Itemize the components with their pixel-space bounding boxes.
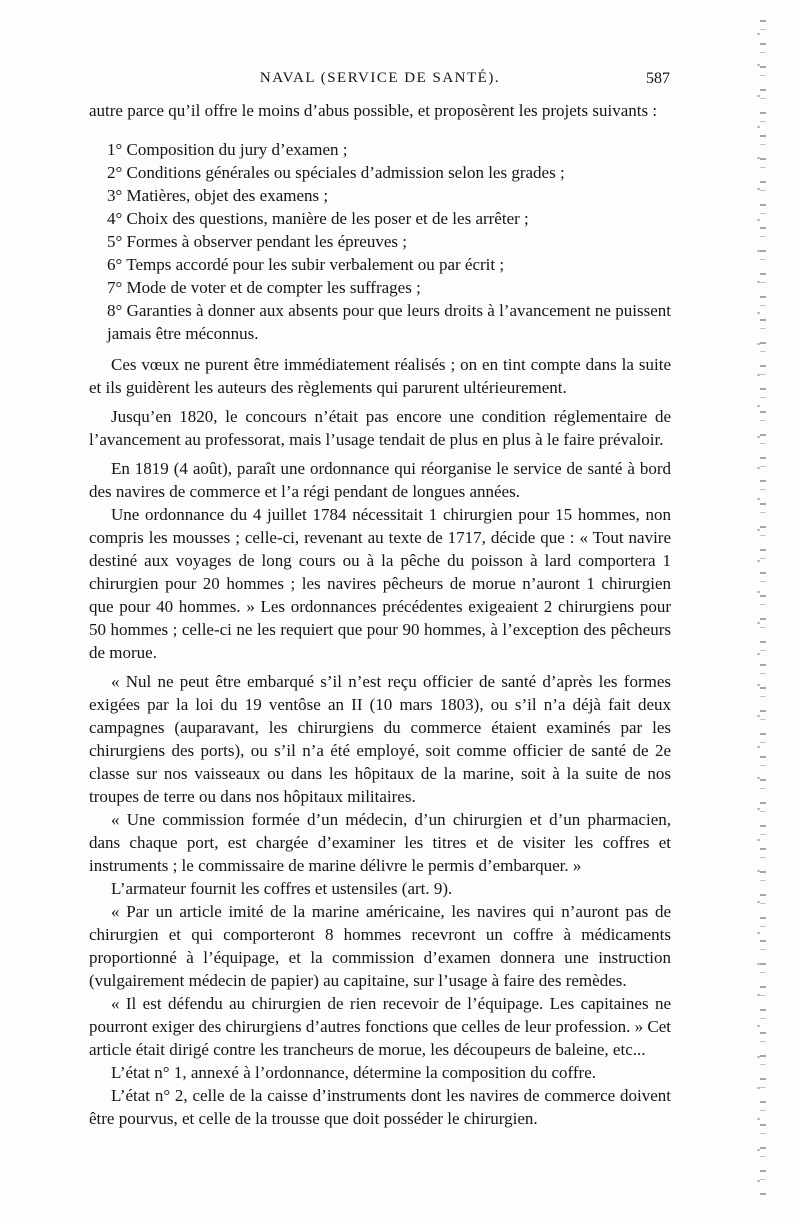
running-title: NAVAL (SERVICE DE SANTÉ). [259, 70, 501, 86]
paragraph: Ces vœux ne purent être immédiatement réalisés ; on en tint compte dans la suite et ils guidèrent les auteurs des règlements qui parurent ultérieurement. [89, 355, 671, 397]
list-item: 6° Temps accordé pour les subir verbalement ou par écrit ; [107, 255, 505, 274]
page-number: 587 [646, 70, 670, 87]
paragraph: « Par un article imité de la marine américaine, les navires qui n’auront pas de chirurgien et qui comporteront 8 hommes recevront un coffre à médicaments proportionné à l’équipage, et la commission d’examen donnera une instruction (vulgairement médecin de papier) au capitaine, sur l’usage à faire des remèdes. [89, 902, 671, 990]
paragraph: « Nul ne peut être embarqué s’il n’est reçu officier de santé d’après les formes exigées par la loi du 19 ventôse an II (10 mars 1803), ou s’il n’a déjà fait deux campagnes (auparavant, les chirurgiens du commerce étaient examinés par les chirurgiens des ports), ou s’il n’a été employé, soit comme officier de santé de 2e classe sur nos vaisseaux ou dans les hôpitaux de la marine, soit à la suite de nos troupes de terre ou dans nos hôpitaux militaires. [89, 672, 671, 806]
paragraph: En 1819 (4 août), paraît une ordonnance qui réorganise le service de santé à bord des navires de commerce et l’a régi pendant de longues années. [89, 459, 671, 501]
paragraph: Jusqu’en 1820, le concours n’était pas encore une condition réglementaire de l’avancement au professorat, mais l’usage tendait de plus en plus à le faire prévaloir. [89, 407, 671, 449]
paragraph: L’armateur fournit les coffres et ustensiles (art. 9). [111, 879, 453, 898]
paragraph: « Il est défendu au chirurgien de rien recevoir de l’équipage. Les capitaines ne pourront exiger des chirurgiens d’autres fonctions que celles de leur profession. » Cet article était dirigé contre les trancheurs de morue, les découpeurs de baleine, etc... [89, 994, 671, 1059]
paragraph-intro: autre parce qu’il offre le moins d’abus possible, et proposèrent les projets suivants : [89, 101, 658, 120]
scan-edge-marks-secondary [757, 20, 760, 1200]
scan-edge-marks [760, 20, 766, 1200]
list-item: 4° Choix des questions, manière de les poser et de les arrêter ; [107, 209, 529, 228]
numbered-list [89, 138, 671, 345]
body-text [89, 99, 671, 1130]
list-item: 5° Formes à observer pendant les épreuves ; [107, 232, 407, 251]
paragraph: L’état n° 2, celle de la caisse d’instruments dont les navires de commerce doivent être pourvus, et celle de la trousse que doit posséder le chirurgien. [89, 1086, 671, 1128]
list-item: 1° Composition du jury d’examen ; [107, 140, 348, 159]
list-item: 7° Mode de voter et de compter les suffrages ; [107, 278, 421, 297]
paragraph: Une ordonnance du 4 juillet 1784 nécessitait 1 chirurgien pour 15 hommes, non compris les mousses ; celle-ci, revenant au texte de 1717, décide que : « Tout navire destiné aux voyages de long cours ou à la pêche du poisson à lard comportera 1 chirurgien pour 20 hommes ; les navires pêcheurs de morue n’auront 1 chirurgien que pour 40 hommes. » Les ordonnances précédentes exigeaient 2 chirurgiens pour 50 hommes ; celle-ci ne les requiert que pour 90 hommes, à l’exception des pêcheurs de morue. [89, 505, 671, 662]
list-item: 2° Conditions générales ou spéciales d’admission selon les grades ; [107, 163, 565, 182]
page-header [90, 70, 670, 94]
list-item: 3° Matières, objet des examens ; [107, 186, 329, 205]
list-item: 8° Garanties à donner aux absents pour que leurs droits à l’avancement ne puissent jamais être méconnus. [107, 301, 671, 343]
paragraph: L’état n° 1, annexé à l’ordonnance, détermine la composition du coffre. [111, 1063, 596, 1082]
paragraph: « Une commission formée d’un médecin, d’un chirurgien et d’un pharmacien, dans chaque port, est chargée d’examiner les titres et de visiter les coffres et instruments ; le commissaire de marine délivre le permis d’embarquer. » [89, 810, 671, 875]
